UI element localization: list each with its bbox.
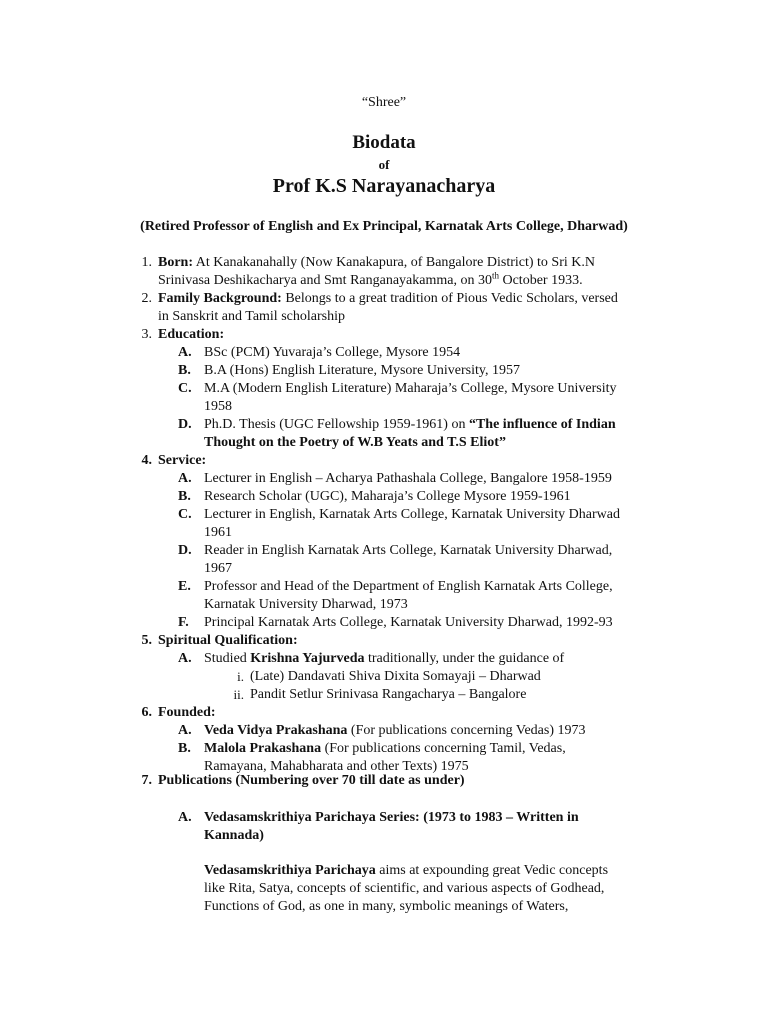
guru-item-text: Pandit Setlur Srinivasa Rangacharya – Bangalore	[250, 687, 527, 702]
founded-org: Malola Prakashana	[204, 741, 322, 756]
thesis-title-1: “The influence of Indian	[468, 417, 616, 432]
service-item-text: Research Scholar (UGC), Maharaja’s College Mysore 1959-1961	[204, 489, 571, 504]
roman-mark: i.	[237, 669, 244, 684]
sub-item-mark: A.	[178, 471, 192, 486]
series-para-text: aims at expounding great Vedic concepts	[375, 863, 609, 878]
founded-desc: (For publications concerning Vedas) 1973	[347, 723, 586, 738]
spiritual-pre: Studied	[204, 651, 251, 666]
sub-item-mark: E.	[178, 579, 191, 594]
shree-heading: “Shree”	[361, 95, 407, 110]
born-line-1	[158, 254, 595, 272]
service-item-text: Lecturer in English, Karnatak Arts College, Karnatak University Dharwad	[204, 507, 620, 522]
sub-item-mark: B.	[178, 741, 191, 756]
born-text-2b: October 1933.	[498, 273, 583, 288]
education-item-text: BSc (PCM) Yuvaraja’s College, Mysore 1954	[204, 345, 461, 360]
item-number: 1.	[141, 255, 152, 270]
founded-item-text	[204, 722, 586, 740]
spiritual-label: Spiritual Qualification:	[158, 633, 298, 648]
item-number: 3.	[141, 327, 152, 342]
roman-mark: ii.	[233, 687, 244, 702]
born-line-2	[158, 272, 583, 290]
service-item-text-cont: 1967	[204, 561, 232, 576]
education-item-text-cont: 1958	[204, 399, 232, 414]
sub-item-mark: F.	[178, 615, 189, 630]
guru-item-text: (Late) Dandavati Shiva Dixita Somayaji – Dharwad	[250, 669, 541, 684]
item-number: 4.	[141, 453, 152, 468]
sub-item-mark: A.	[178, 651, 192, 666]
born-label: Born:	[158, 255, 193, 270]
thesis-line-1	[204, 416, 616, 434]
education-label: Education:	[158, 327, 225, 342]
spiritual-item-text	[204, 650, 564, 668]
founded-desc: (For publications concerning Tamil, Vedas,	[321, 741, 566, 756]
sub-item-mark: C.	[178, 381, 192, 396]
subtitle: (Retired Professor of English and Ex Principal, Karnatak Arts College, Dharwad)	[140, 219, 628, 234]
born-text-2a: Srinivasa Deshikacharya and Smt Ranganayakamma, on 30	[158, 273, 492, 288]
sub-item-mark: C.	[178, 507, 192, 522]
title-of: of	[378, 157, 390, 172]
series-title-2: Kannada)	[204, 828, 264, 843]
sub-item-mark: D.	[178, 417, 192, 432]
spiritual-veda: Krishna Yajurveda	[250, 651, 365, 666]
service-item-text: Professor and Head of the Department of English Karnatak Arts College,	[204, 579, 613, 594]
item-number: 6.	[141, 705, 152, 720]
thesis-text: Ph.D. Thesis (UGC Fellowship 1959-1961) on	[204, 417, 469, 432]
service-label: Service:	[158, 453, 207, 468]
sub-item-mark: B.	[178, 489, 191, 504]
thesis-title-2: Thought on the Poetry of W.B Yeats and T.S Eliot”	[204, 435, 506, 450]
service-item-text: Lecturer in English – Acharya Pathashala College, Bangalore 1958-1959	[204, 471, 612, 486]
sub-item-mark: D.	[178, 543, 192, 558]
item-number: 2.	[141, 291, 152, 306]
item-number: 7.	[141, 773, 152, 788]
family-line-1	[158, 290, 618, 308]
founded-org: Veda Vidya Prakashana	[204, 723, 348, 738]
service-item-text: Principal Karnatak Arts College, Karnatak University Dharwad, 1992-93	[204, 615, 613, 630]
item-number: 5.	[141, 633, 152, 648]
family-label: Family Background:	[158, 291, 282, 306]
service-item-text-cont: 1961	[204, 525, 232, 540]
series-para-line-1	[204, 862, 608, 880]
spiritual-post: traditionally, under the guidance of	[364, 651, 565, 666]
series-name: Vedasamskrithiya Parichaya	[204, 863, 376, 878]
education-item-text: M.A (Modern English Literature) Maharaja’s College, Mysore University	[204, 381, 617, 396]
family-line-2: in Sanskrit and Tamil scholarship	[158, 309, 345, 324]
person-name: Prof K.S Narayanacharya	[272, 175, 496, 197]
series-title-1: Vedasamskrithiya Parichaya Series: (1973 to 1983 – Written in	[204, 810, 579, 825]
sub-item-mark: B.	[178, 363, 191, 378]
education-item-text: B.A (Hons) English Literature, Mysore University, 1957	[204, 363, 520, 378]
series-para-line-3: Functions of God, as one in many, symbolic meanings of Waters,	[204, 899, 569, 914]
born-sup: th	[491, 270, 499, 281]
series-para-line-2: like Rita, Satya, concepts of scientific, and various aspects of Godhead,	[204, 881, 605, 896]
founded-label: Founded:	[158, 705, 216, 720]
sub-item-mark: A.	[178, 810, 192, 825]
family-text-1: Belongs to a great tradition of Pious Vedic Scholars, versed	[281, 291, 618, 306]
founded-item-text	[204, 740, 566, 758]
page-title: Biodata	[352, 132, 416, 153]
born-text-1: At Kanakanahally (Now Kanakapura, of Bangalore District) to Sri K.N	[193, 255, 595, 270]
service-item-text: Reader in English Karnatak Arts College, Karnatak University Dharwad,	[204, 543, 613, 558]
founded-item-text-cont: Ramayana, Mahabharata and other Texts) 1975	[204, 759, 469, 774]
publications-label: Publications (Numbering over 70 till date as under)	[158, 773, 465, 788]
sub-item-mark: A.	[178, 723, 192, 738]
service-item-text-cont: Karnatak University Dharwad, 1973	[204, 597, 408, 612]
sub-item-mark: A.	[178, 345, 192, 360]
